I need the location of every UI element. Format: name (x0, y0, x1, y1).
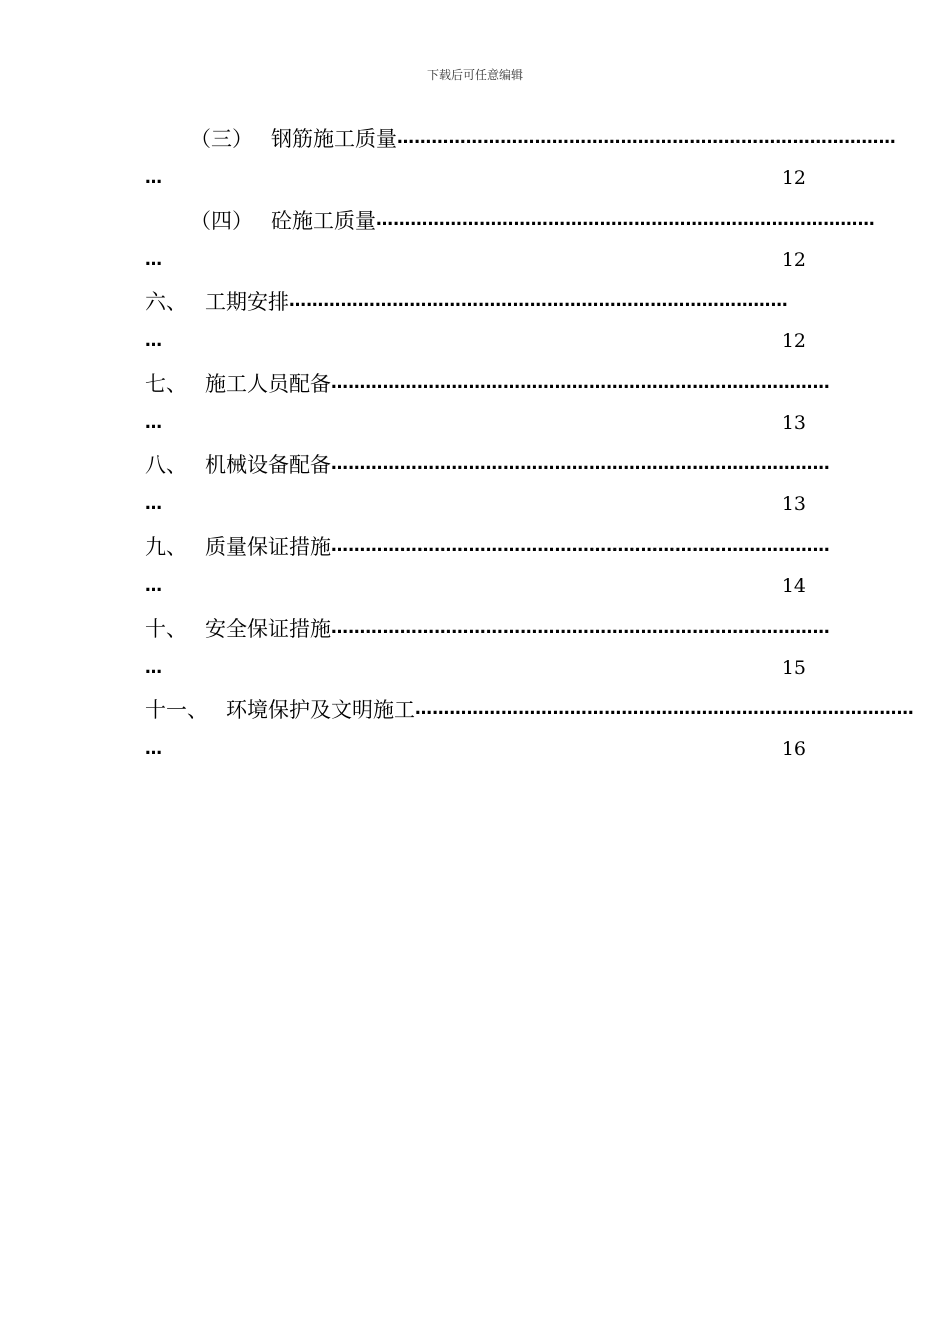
toc-entry-continuation (145, 240, 806, 280)
toc-entry-number: 九、 (145, 534, 187, 559)
toc-entry-number: 七、 (145, 371, 187, 396)
toc-entry-heading (145, 526, 830, 566)
toc-entry-continuation (145, 566, 806, 606)
toc-page-number: 13 (781, 411, 806, 434)
dot-leader-tail: … (145, 249, 163, 270)
toc-entry-title: 砼施工质量 (271, 208, 376, 233)
toc-entry-continuation (145, 484, 806, 524)
toc-entry-number: 八、 (145, 453, 187, 478)
dot-leader-tail: … (145, 575, 163, 596)
toc-entry-continuation (145, 729, 806, 769)
toc-entry-title: 工期安排 (205, 290, 289, 315)
toc-entry-title: 质量保证措施 (205, 534, 331, 559)
toc-entry-number: 十、 (145, 616, 187, 641)
toc-entry-title: 安全保证措施 (205, 616, 331, 641)
dot-leader: …………………………………………………………………………… (331, 535, 830, 556)
dot-leader: …………………………………………………………………………… (331, 372, 830, 393)
toc-entry-heading (145, 608, 830, 648)
toc-page-number: 13 (781, 493, 806, 516)
toc-entry-title: 环境保护及文明施工 (226, 698, 415, 723)
toc-entry[interactable] (145, 200, 875, 282)
toc-entry[interactable] (145, 444, 830, 526)
dot-leader: …………………………………………………………………………… (289, 291, 788, 312)
toc-entry[interactable] (145, 118, 896, 200)
dot-leader-tail: … (145, 739, 163, 760)
toc-entry-continuation (145, 648, 806, 688)
page-header: 下载后可任意编辑 (426, 68, 523, 82)
dot-leader-tail: … (145, 331, 163, 352)
dot-leader-tail: … (145, 412, 163, 433)
toc-page-number: 15 (781, 656, 806, 679)
toc-entry-title: 钢筋施工质量 (271, 127, 397, 151)
dot-leader: …………………………………………………………………………… (415, 699, 914, 720)
toc-entry-heading (145, 363, 830, 403)
toc-entry-heading (145, 200, 875, 240)
toc-page-number: 14 (781, 574, 806, 597)
dot-leader-tail: … (145, 657, 163, 678)
toc-entry-continuation (145, 403, 806, 443)
toc-entry[interactable] (145, 526, 830, 608)
toc-page-number: 12 (781, 167, 806, 189)
toc-page-number: 16 (781, 738, 806, 761)
toc-entry-heading (145, 281, 806, 321)
toc-entry-number: （三） (190, 127, 253, 151)
toc-entry-heading (145, 444, 830, 484)
toc-entry-heading (145, 118, 896, 158)
toc-entry-heading (145, 689, 914, 729)
dot-leader: …………………………………………………………………………… (331, 454, 830, 475)
toc-entry-number: 六、 (145, 290, 187, 315)
toc-entry-number: （四） (190, 208, 253, 233)
toc-entry-title: 施工人员配备 (205, 371, 331, 396)
dot-leader: …………………………………………………………………………… (331, 617, 830, 638)
toc-entry[interactable] (145, 608, 830, 690)
toc-entry[interactable] (145, 689, 914, 771)
table-of-contents (145, 118, 914, 771)
dot-leader: …………………………………………………………………………… (397, 128, 896, 148)
toc-page-number: 12 (781, 330, 806, 353)
dot-leader-tail: … (145, 494, 163, 515)
dot-leader-tail: … (145, 168, 163, 188)
toc-page-number: 12 (781, 248, 806, 271)
dot-leader: …………………………………………………………………………… (376, 209, 875, 230)
toc-entry-number: 十一、 (145, 698, 208, 723)
toc-entry-continuation (145, 321, 806, 361)
toc-entry[interactable] (145, 281, 806, 363)
toc-entry-title: 机械设备配备 (205, 453, 331, 478)
toc-entry[interactable] (145, 363, 830, 445)
toc-entry-continuation (145, 158, 806, 198)
